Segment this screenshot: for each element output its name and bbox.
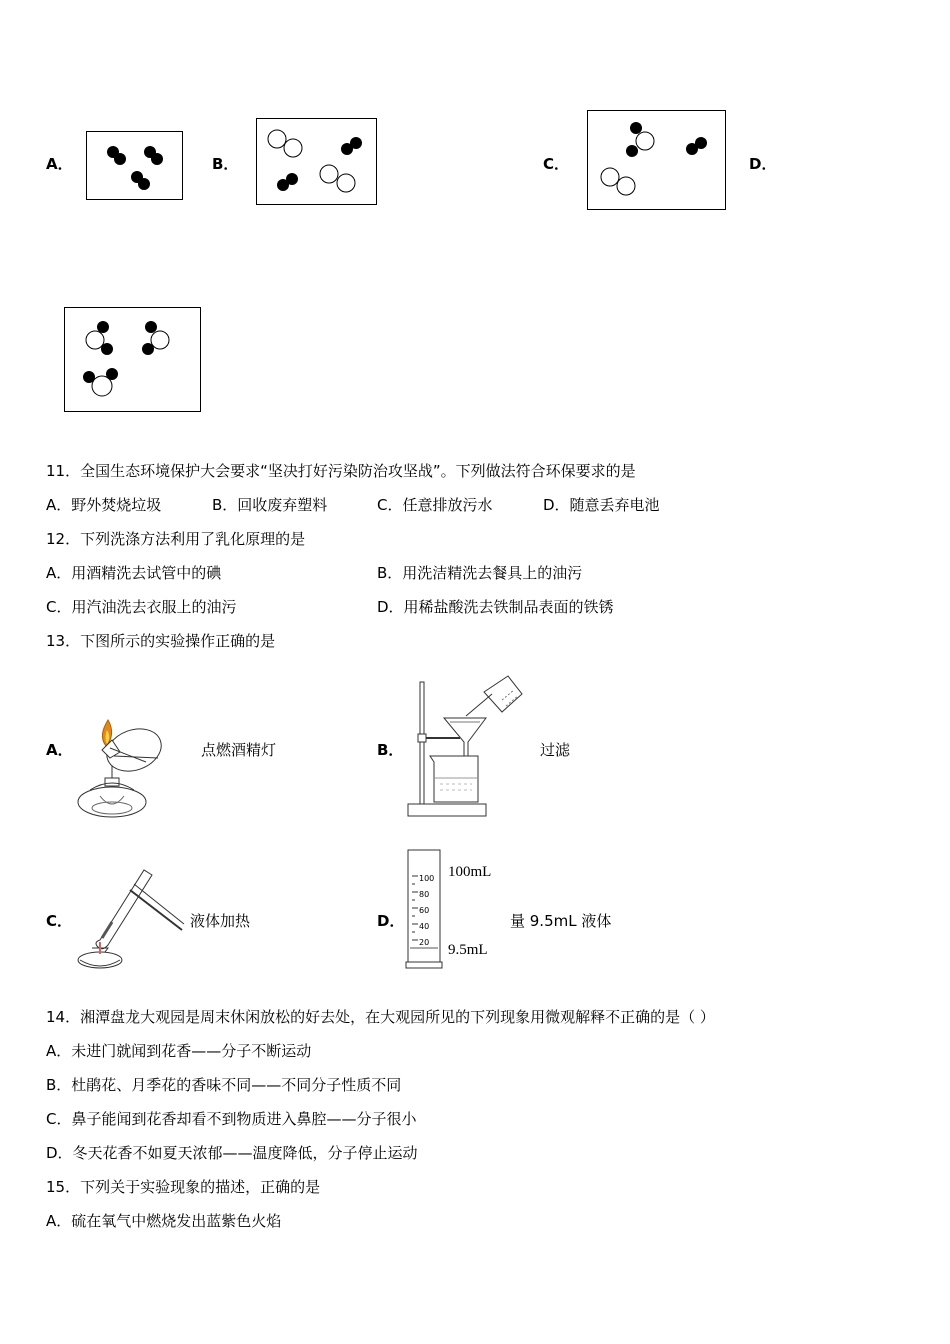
q14-option-c[interactable]: C．鼻子能闻到花香却看不到物质进入鼻腔——分子很小	[46, 1110, 417, 1128]
q12-option-a[interactable]: A．用酒精洗去试管中的碘	[46, 564, 222, 582]
q12-option-d[interactable]: D．用稀盐酸洗去铁制品表面的铁锈	[377, 598, 614, 616]
q11-option-c[interactable]: C．任意排放污水	[377, 496, 493, 514]
q15-stem: 15．下列关于实验现象的描述，正确的是	[46, 1178, 321, 1196]
q13-option-c-caption: 液体加热	[190, 912, 251, 930]
q14-option-b[interactable]: B．杜鹃花、月季花的香味不同——不同分子性质不同	[46, 1076, 402, 1094]
cylinder-tick-100: 100	[419, 874, 435, 883]
cylinder-tick-80: 80	[419, 890, 430, 899]
heating-test-tube-icon	[72, 860, 188, 972]
q13-option-c-label[interactable]: C．	[46, 912, 73, 930]
q13-option-a-label[interactable]: A．	[46, 741, 73, 759]
molecule-box-a	[86, 131, 183, 200]
cylinder-tick-20: 20	[419, 938, 430, 947]
q11-stem: 11．全国生态环境保护大会要求“坚决打好污染防治攻坚战”。下列做法符合环保要求的是	[46, 462, 636, 480]
q13-option-d-label[interactable]: D．	[377, 912, 405, 930]
q14-option-d[interactable]: D．冬天花香不如夏天浓郁——温度降低，分子停止运动	[46, 1144, 418, 1162]
cylinder-tick-60: 60	[419, 906, 430, 915]
molecule-diagram-b-icon	[257, 119, 378, 206]
q10-option-d-label: D．	[749, 155, 777, 173]
q14-stem: 14．湘潭盘龙大观园是周末休闲放松的好去处，在大观园所见的下列现象用微观解释不正确的是（ ）	[46, 1008, 715, 1026]
q12-option-c[interactable]: C．用汽油洗去衣服上的油污	[46, 598, 237, 616]
q14-option-a[interactable]: A．未进门就闻到花香——分子不断运动	[46, 1042, 312, 1060]
cylinder-bottom-label: 9.5mL	[448, 942, 488, 958]
alcohol-lamp-lighting-icon	[72, 716, 172, 822]
molecule-box-d	[64, 307, 201, 412]
q13-stem: 13．下图所示的实验操作正确的是	[46, 632, 276, 650]
q13-option-b-label[interactable]: B．	[377, 741, 404, 759]
q11-option-b[interactable]: B．回收废弃塑料	[212, 496, 328, 514]
cylinder-tick-40: 40	[419, 922, 430, 931]
q10-option-b-label: B．	[212, 155, 239, 173]
molecule-box-c	[587, 110, 726, 210]
cylinder-tick-labels	[419, 871, 434, 951]
molecule-box-b	[256, 118, 377, 205]
q11-option-a[interactable]: A．野外焚烧垃圾	[46, 496, 162, 514]
filtration-setup-icon	[406, 672, 526, 820]
q12-stem: 12．下列洗涤方法利用了乳化原理的是	[46, 530, 306, 548]
molecule-diagram-a-icon	[87, 132, 184, 201]
molecule-diagram-d-icon	[65, 308, 202, 413]
q13-option-d-caption: 量 9.5mL 液体	[510, 912, 612, 930]
q11-option-d[interactable]: D．随意丢弃电池	[543, 496, 660, 514]
q12-option-b[interactable]: B．用洗洁精洗去餐具上的油污	[377, 564, 583, 582]
molecule-diagram-c-icon	[588, 111, 727, 211]
q10-option-a-label: A．	[46, 155, 73, 173]
q13-option-a-caption: 点燃酒精灯	[201, 741, 277, 759]
q13-option-b-caption: 过滤	[540, 741, 571, 759]
q15-option-a[interactable]: A．硫在氧气中燃烧发出蓝紫色火焰	[46, 1212, 282, 1230]
q10-option-c-label: C．	[543, 155, 570, 173]
cylinder-top-label: 100mL	[448, 864, 492, 880]
